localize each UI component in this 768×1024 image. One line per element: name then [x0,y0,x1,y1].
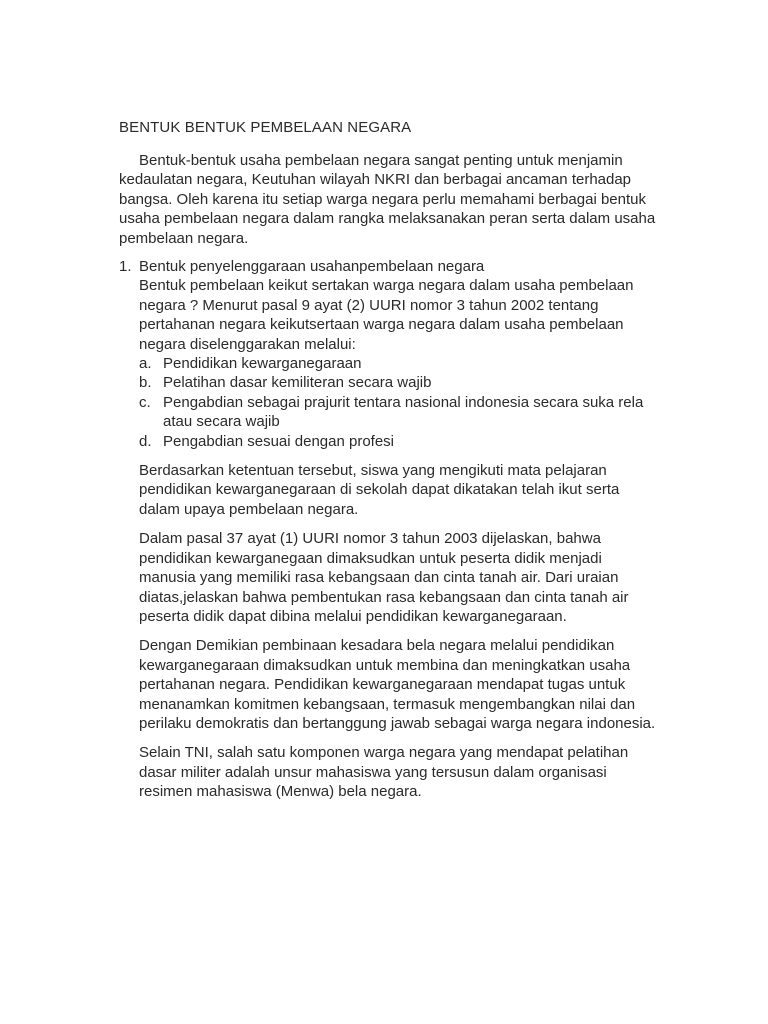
sub-item-a [139,354,679,373]
document-title: BENTUK BENTUK PEMBELAAN NEGARA [119,119,412,136]
paragraph-line: menanamkan komitmen kebangsaan, termasuk mengembangkan nilai dan [139,695,636,713]
sub-item-d [139,432,679,451]
sub-item-letter: d. [139,432,152,450]
intro-line: Bentuk-bentuk usaha pembelaan negara sangat penting untuk menjamin [139,152,623,169]
paragraph [139,461,679,519]
body-line: Bentuk pembelaan keikut sertakan warga negara dalam usaha pembelaan [139,277,634,295]
sub-item-letter: c. [139,393,151,411]
sub-list [139,354,679,451]
sub-item-letter: b. [139,374,152,392]
list-item-heading: Bentuk penyelenggaraan usahanpembelaan negara [139,258,485,275]
intro-line: kedaulatan negara, Keutuhan wilayah NKRI dan berbagai ancaman terhadap [119,171,632,189]
sub-item-c [139,393,679,432]
paragraph-line: resimen mahasiswa (Menwa) bela negara. [139,783,422,801]
sub-item-text: Pengabdian sebagai prajurit tentara nasional indonesia secara suka rela [163,393,644,411]
sub-item-letter: a. [139,355,152,373]
paragraph-line: Berdasarkan ketentuan tersebut, siswa yang mengikuti mata pelajaran [139,462,607,480]
paragraph-line: pendidikan kewarganegaan dimaksudkan untuk peserta didik menjadi [139,549,602,567]
paragraph-line: dalam upaya pembelaan negara. [139,500,359,518]
list-item-1 [119,257,679,802]
sub-item-text: Pendidikan kewarganegaraan [163,355,362,373]
paragraph-line: kewarganegaraan dimaksudkan untuk membina dan meningkatkan usaha [139,656,631,674]
body-line: negara ? Menurut pasal 9 ayat (2) UURI nomor 3 tahun 2002 tentang [139,296,599,314]
sub-item-text: Pengabdian sesuai dengan profesi [163,432,395,450]
sub-item-text: atau secara wajib [163,413,280,431]
body-line: pertahanan negara keikutsertaan warga negara dalam usaha pembelaan [139,316,624,334]
paragraph-line: diatas,jelaskan bahwa pembentukan rasa kebangsaan dan cinta tanah air [139,588,629,606]
paragraph-line: dasar militer adalah unsur mahasiswa yang tersusun dalam organisasi [139,763,607,781]
sub-item-b [139,373,679,392]
paragraph-line: pertahanan negara. Pendidikan kewarganegaraan mendapat tugas untuk [139,676,626,694]
paragraph [139,636,679,733]
intro-line: pembelaan negara. [119,229,249,247]
list-item-number: 1. [119,258,132,275]
paragraph [139,529,679,626]
paragraph-line: peserta didik dapat dibina melalui pendidikan kewarganegaraan. [139,607,567,625]
body-line: negara diselenggarakan melalui: [139,335,356,353]
paragraph-line: perilaku demokratis dan bertanggung jawab sebagai warga negara indonesia. [139,714,656,732]
paragraph-line: Dalam pasal 37 ayat (1) UURI nomor 3 tahun 2003 dijelaskan, bahwa [139,530,601,548]
paragraph-line: pendidikan kewarganegaraan di sekolah dapat dikatakan telah ikut serta [139,481,620,499]
numbered-list [119,257,679,802]
intro-line: usaha pembelaan negara dalam rangka melaksanakan peran serta dalam usaha [119,210,656,228]
paragraph-line: Dengan Demikian pembinaan kesadara bela negara melalui pendidikan [139,637,615,655]
intro-line: bangsa. Oleh karena itu setiap warga negara perlu memahami berbagai bentuk [119,190,646,208]
sub-item-text: Pelatihan dasar kemiliteran secara wajib [163,374,432,392]
intro-paragraph [119,151,664,248]
paragraph-line: Selain TNI, salah satu komponen warga negara yang mendapat pelatihan [139,744,629,762]
paragraph-line: manusia yang memiliki rasa kebangsaan dan cinta tanah air. Dari uraian [139,569,619,587]
paragraph [139,743,679,801]
